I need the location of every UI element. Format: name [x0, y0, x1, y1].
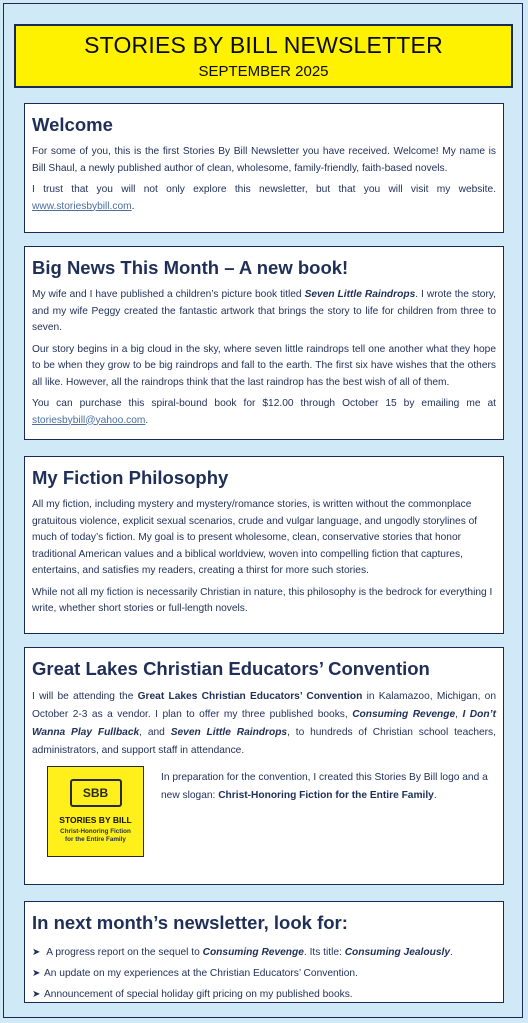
philosophy-section: [24, 456, 504, 634]
newsletter-title: STORIES BY BILL NEWSLETTER: [84, 32, 443, 58]
book-title: Consuming Revenge: [202, 947, 304, 958]
story-summary: Our story begins in a big cloud in the sky, where seven little raindrops tell one another what they hope to be when they grow to be big raindrops and fall to the earth. The first six have wishes that the others all like. However, all the raindrops think that the last raindrop has the best wish of all of them.: [32, 343, 496, 388]
period: .: [131, 200, 135, 212]
logo-name: STORIES BY BILL: [59, 815, 132, 825]
book-consuming-revenge: Consuming Revenge: [352, 709, 456, 720]
next-month-section: [24, 901, 504, 1003]
convention-text-b: in Kalamazoo, Michigan, on October 2-3 as a vendor. I plan to offer my three published books,: [32, 691, 497, 720]
sbb-logo: [47, 766, 144, 857]
welcome-heading: Welcome: [32, 114, 113, 135]
arrow-icon: ➤: [32, 989, 41, 1000]
book-fullback: I Don’t Wanna Play Fullback: [32, 709, 496, 738]
separator: , and: [139, 727, 171, 738]
convention-section: [24, 647, 504, 885]
separator: ,: [455, 709, 463, 720]
slogan: Christ-Honoring Fiction for the Entire Family: [218, 790, 434, 801]
welcome-paragraph: For some of you, this is the first Stories By Bill Newsletter you have received. Welcome! My name is Bill Shaul, a newly published author of clean, wholesome, family-friendly, faith-based novels.: [32, 146, 496, 174]
big-news-heading: Big News This Month – A new book!: [32, 257, 349, 278]
philosophy-paragraph-2: While not all my fiction is necessarily Christian in nature, this philosophy is the bedrock for everything I write, whether short stories or full-length novels.: [32, 586, 493, 614]
newsletter-date: SEPTEMBER 2025: [198, 63, 329, 80]
book-intro: My wife and I have published a children’s picture book titled: [32, 289, 305, 300]
item-text: An update on my experiences at the Christian Educators’ Convention.: [44, 968, 358, 979]
period: .: [449, 947, 453, 958]
philosophy-paragraph-1: All my fiction, including mystery and mystery/romance stories, is written without the commonplace gratuitous violence, explicit sexual scenarios, crude and vulgar language, and ungodly storylines of much of today’s fiction. My goal is to present wholesome, clean, conservative stories that honor traditional American values and a biblical worldview, woven into compelling fiction that captures, entertains, and satisfies my readers, creating a thirst for more such stories.: [32, 499, 478, 576]
purchase-paragraph: [32, 396, 496, 429]
convention-name: Great Lakes Christian Educators’ Convention: [137, 691, 363, 702]
website-text: I trust that you will not only explore this newsletter, but that you will visit my website.: [32, 184, 496, 195]
website-paragraph: [32, 182, 496, 215]
period: .: [433, 790, 437, 801]
item-text: A progress report on the sequel to: [46, 947, 203, 958]
book-raindrops: Seven Little Raindrops: [170, 727, 288, 738]
website-link[interactable]: www.storiesbybill.com: [32, 200, 132, 212]
book-announcement: [32, 287, 496, 337]
logo-text: In preparation for the convention, I created this Stories By Bill logo and a new slogan:: [161, 772, 488, 801]
logo-slogan-2: for the Entire Family: [65, 836, 126, 843]
arrow-icon: ➤: [32, 947, 41, 958]
convention-text-c: , to hundreds of Christian school teachers, administrators, and support staff in attendance.: [32, 727, 496, 756]
philosophy-heading: My Fiction Philosophy: [32, 467, 229, 488]
big-news-section: [24, 246, 504, 440]
convention-paragraph: [32, 688, 496, 760]
welcome-section: [24, 103, 504, 233]
book-title: Seven Little Raindrops: [304, 289, 416, 300]
period: .: [145, 414, 149, 426]
convention-heading: Great Lakes Christian Educators’ Convention: [32, 658, 430, 679]
arrow-icon: ➤: [32, 968, 41, 979]
list-item: [32, 984, 496, 1005]
list-item: [32, 963, 496, 984]
book-icon: SBB: [70, 779, 122, 807]
next-month-heading: In next month’s newsletter, look for:: [32, 912, 348, 933]
item-text: . Its title:: [303, 947, 345, 958]
email-link[interactable]: storiesbybill@yahoo.com: [32, 414, 146, 426]
book-description: . I wrote the story, and my wife Peggy created the fantastic artwork that brings the story to life for children from three to seven.: [32, 289, 497, 333]
next-month-list: [32, 942, 496, 1005]
logo-slogan-1: Christ-Honoring Fiction: [60, 828, 131, 835]
sequel-title: Consuming Jealously: [344, 947, 450, 958]
item-text: Announcement of special holiday gift pricing on my published books.: [44, 989, 353, 1000]
list-item: [32, 942, 496, 963]
newsletter-banner: [14, 24, 513, 88]
logo-description: [161, 769, 493, 805]
convention-text-a: I will be attending the: [32, 691, 138, 702]
purchase-text: You can purchase this spiral-bound book for $12.00 through October 15 by emailing me at: [32, 398, 496, 409]
